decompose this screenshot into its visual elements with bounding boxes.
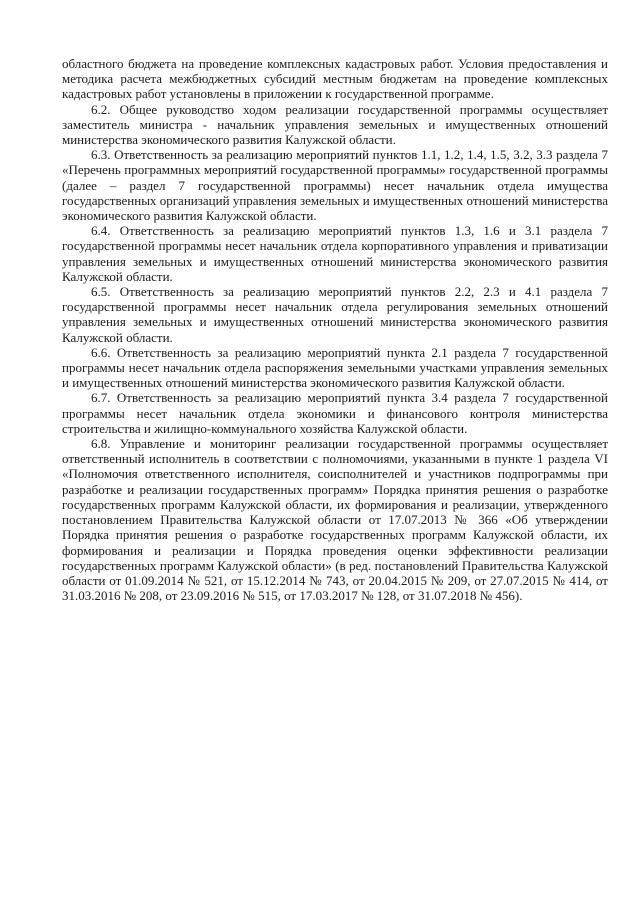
paragraph-continuation: областного бюджета на проведение комплексных кадастровых работ. Условия предоставления и методика расчета межбюджетных субсидий местным бюджетам на проведение комплексных кадастровых работ установлены в приложении к государственной программе. bbox=[62, 56, 608, 102]
paragraph-6-2: 6.2. Общее руководство ходом реализации государственной программы осуществляет заместитель министра - начальник управления земельных и имущественных отношений министерства экономического развития Калужской области. bbox=[62, 101, 608, 148]
paragraph-6-6: 6.6. Ответственность за реализацию мероприятий пункта 2.1 раздела 7 государственной программы несет начальник отдела распоряжения земельными участками управления земельных и имущественных отношений министерства экономического развития Калужской области. bbox=[62, 344, 608, 391]
paragraph-6-8: 6.8. Управление и мониторинг реализации государственной программы осуществляет ответственный исполнитель в соответствии с полномочиями, указанными в пункте 1 раздела VI «Полномочия ответственного исполнителя, соисполнителей и участников подпрограммы при разработке и реализации государственных программ» Порядка принятия решения о разработке государственных программ Калужской области, их формирования и реализации, утвержденного постановлением Правительства Калужской области от 17.07.2013 № 366 «Об утверждении Порядка принятия решения о разработке государственных программ Калужской области, их формирования и реализации и Порядка проведения оценки эффективности реализации государственных программ Калужской области» (в ред. постановлений Правительства Калужской области от 01.09.2014 № 521, от 15.12.2014 № 743, от 20.04.2015 № 209, от 27.07.2015 № 414, от 31.03.2016 № 208, от 23.09.2016 № 515, от 17.03.2017 № 128, от 31.07.2018 № 456). bbox=[62, 436, 608, 604]
paragraph-6-7: 6.7. Ответственность за реализацию мероприятий пункта 3.4 раздела 7 государственной программы несет начальник отдела экономики и финансового контроля министерства строительства и жилищно-коммунального хозяйства Калужской области. bbox=[62, 390, 608, 436]
paragraph-6-5: 6.5. Ответственность за реализацию мероприятий пунктов 2.2, 2.3 и 4.1 раздела 7 государственной программы несет начальник отдела регулирования земельных отношений управления земельных и имущественных отношений министерства экономического развития Калужской области. bbox=[62, 284, 608, 345]
paragraph-6-4: 6.4. Ответственность за реализацию мероприятий пунктов 1.3, 1.6 и 3.1 раздела 7 государственной программы несет начальник отдела корпоративного управления и приватизации управления земельных и имущественных отношений министерства экономического развития Калужской области. bbox=[62, 223, 608, 284]
paragraph-6-3: 6.3. Ответственность за реализацию мероприятий пунктов 1.1, 1.2, 1.4, 1.5, 3.2, 3.3 раздела 7 «Перечень программных мероприятий государственной программы» государственной программы (далее – раздел 7 государственной программы) несет начальник отдела имущества государственных организаций управления земельных и имущественных отношений министерства экономического развития Калужской области. bbox=[62, 147, 608, 224]
document-body bbox=[62, 56, 608, 603]
